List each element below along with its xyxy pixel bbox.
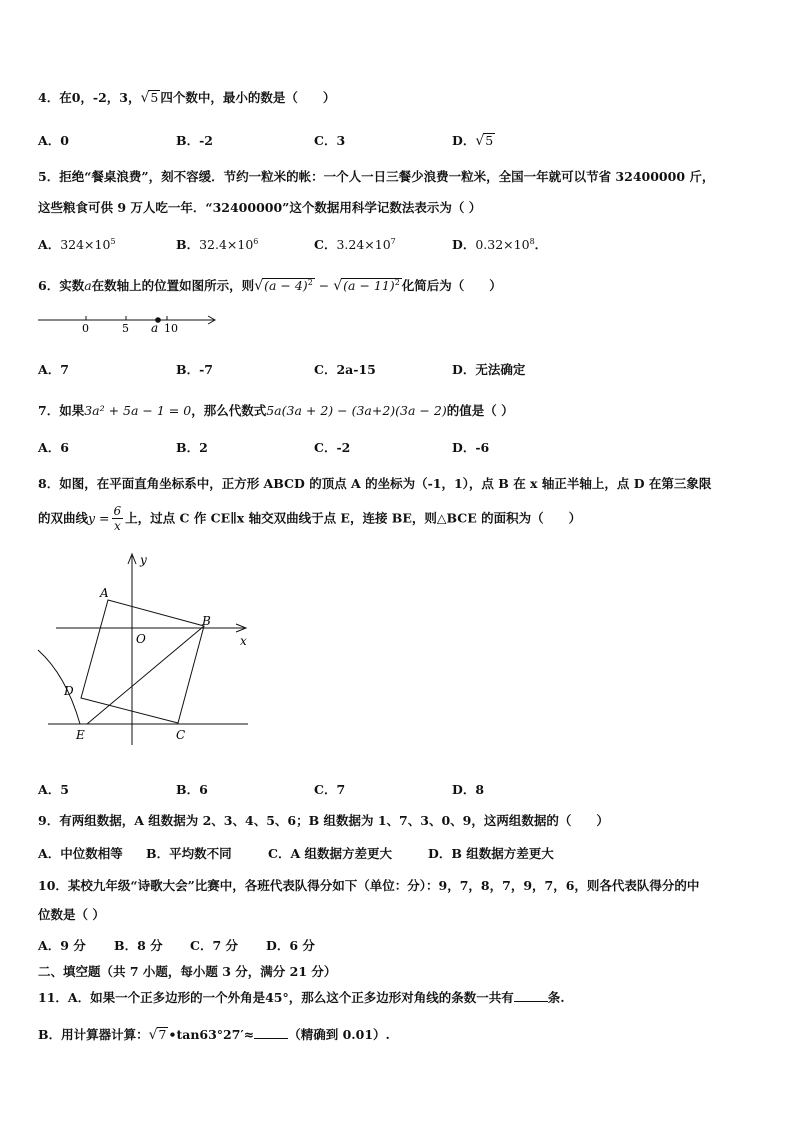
label-b: B bbox=[202, 614, 211, 628]
fraction-6-over-x: $\frac{6}{x}$ bbox=[113, 504, 122, 534]
q6-number: 6． bbox=[38, 278, 60, 293]
label-x: x bbox=[240, 634, 247, 648]
label-c: C bbox=[176, 728, 186, 742]
q7-option-a[interactable]: A．6 bbox=[38, 440, 69, 455]
q10-option-d[interactable]: D．6 分 bbox=[266, 938, 315, 953]
sqrt-symbol: √ bbox=[140, 90, 150, 106]
q10-option-b[interactable]: B．8 分 bbox=[114, 938, 163, 953]
label-d: D bbox=[64, 684, 74, 698]
q11-part-a: 11．A．如果一个正多边形的一个外角是45°，那么这个正多边形对角线的条数一共有 条. bbox=[38, 990, 565, 1005]
section-title: 二、填空题（共 7 小题，每小题 3 分，满分 21 分） bbox=[38, 964, 337, 979]
answer-blank[interactable] bbox=[254, 1026, 288, 1039]
q4-stem: 4．在0，-2，3，√5 四个数中，最小的数是（ ） bbox=[38, 90, 336, 106]
q5-number: 5． bbox=[38, 169, 60, 184]
tick-label-0: 0 bbox=[82, 322, 89, 334]
q9-number: 9． bbox=[38, 813, 60, 828]
q6-number-line bbox=[36, 310, 220, 334]
q7-option-b[interactable]: B．2 bbox=[176, 440, 208, 455]
q8-stem-line2: 的双曲线y = $\frac{6}{x}$ 上，过点 C 作 CE∥x 轴交双曲线于点 E，连接 BE，则△BCE 的面积为（ ） bbox=[38, 504, 582, 534]
q5-option-b[interactable]: B．$32.4\times 10^6$ bbox=[176, 236, 259, 252]
tick-label-10: 10 bbox=[164, 322, 178, 334]
q7-number: 7． bbox=[38, 403, 60, 418]
q9-option-c[interactable]: C．A 组数据方差更大 bbox=[268, 846, 393, 861]
label-a: A bbox=[100, 586, 109, 600]
label-y: y bbox=[140, 553, 147, 567]
q6-option-a[interactable]: A．7 bbox=[38, 362, 69, 377]
tick-label-5: 5 bbox=[122, 322, 129, 334]
q4-option-c[interactable]: C．3 bbox=[314, 133, 346, 148]
q8-stem-line1: 8．如图，在平面直角坐标系中，正方形 ABCD 的顶点 A 的坐标为（-1，1），点 B 在 x 轴正半轴上，点 D 在第三象限 bbox=[38, 476, 712, 491]
q6-option-d[interactable]: D．无法确定 bbox=[452, 362, 526, 377]
q10-stem-line2: 位数是（ ） bbox=[38, 907, 105, 922]
q8-option-b[interactable]: B．6 bbox=[176, 782, 208, 797]
q8-option-c[interactable]: C．7 bbox=[314, 782, 346, 797]
q10-stem-line1: 10．某校九年级“诗歌大会”比赛中，各班代表队得分如下（单位：分）：9，7，8，7，9，7，6，则各代表队得分的中 bbox=[38, 878, 700, 893]
q4-option-d[interactable]: D．√5 bbox=[452, 133, 494, 149]
q9-stem: 9．有两组数据，A 组数据为 2、3、4、5、6；B 组数据为 1、7、3、0、9，这两组数据的（ ） bbox=[38, 813, 609, 828]
q10-option-a[interactable]: A．9 分 bbox=[38, 938, 86, 953]
sqrt-symbol: √ bbox=[254, 278, 264, 294]
sqrt-symbol: √ bbox=[148, 1027, 158, 1043]
label-e: E bbox=[76, 728, 85, 742]
q8-option-a[interactable]: A．5 bbox=[38, 782, 69, 797]
q4-option-a[interactable]: A．0 bbox=[38, 133, 69, 148]
q9-option-a[interactable]: A．中位数相等 bbox=[38, 846, 123, 861]
q5-stem-line2: 这些粮食可供 9 万人吃一年．“32400000”这个数据用科学记数法表示为（ ） bbox=[38, 200, 482, 215]
q5-option-c[interactable]: C．$3.24\times 10^7$ bbox=[314, 236, 396, 252]
q8-option-d[interactable]: D．8 bbox=[452, 782, 485, 797]
point-a-label: a bbox=[151, 321, 159, 334]
sqrt-symbol: √ bbox=[333, 278, 343, 294]
q11-part-b: B．用计算器计算：√7 •tan63°27′≈ （精确到 0.01）. bbox=[38, 1027, 390, 1043]
q5-stem-line1: 5．拒绝“餐桌浪费”，刻不容缓．节约一粒米的帐：一个人一日三餐少浪费一粒米，全国一年就可以节省 32400000 斤， bbox=[38, 169, 715, 184]
sqrt-symbol: √ bbox=[475, 133, 485, 149]
answer-blank[interactable] bbox=[514, 989, 548, 1002]
q5-option-a[interactable]: A．$324\times 10^5$ bbox=[38, 236, 116, 252]
q7-option-c[interactable]: C．-2 bbox=[314, 440, 351, 455]
label-o: O bbox=[136, 632, 146, 646]
q8-number: 8． bbox=[38, 476, 60, 491]
q4-option-b[interactable]: B．-2 bbox=[176, 133, 213, 148]
q9-option-d[interactable]: D．B 组数据方差更大 bbox=[428, 846, 554, 861]
q11-number: 11． bbox=[38, 990, 68, 1005]
hyperbola-branch bbox=[38, 650, 80, 724]
q6-option-b[interactable]: B．-7 bbox=[176, 362, 213, 377]
q7-option-d[interactable]: D．-6 bbox=[452, 440, 490, 455]
q6-stem: 6．实数a在数轴上的位置如图所示，则$√(a - 4)^2 - √(a - 11)^2$ 化简后为（ ） bbox=[38, 277, 502, 294]
q4-number: 4． bbox=[38, 90, 60, 105]
q5-option-d[interactable]: D．$0.32\times 10^8$． bbox=[452, 236, 548, 252]
q7-stem: 7．如果3a² + 5a − 1 = 0，那么代数式5a(3a + 2) − (3a+2)(3a − 2)的值是（ ） bbox=[38, 403, 514, 418]
q10-option-c[interactable]: C．7 分 bbox=[190, 938, 239, 953]
q8-figure bbox=[36, 550, 256, 750]
square-abcd bbox=[81, 600, 204, 723]
q6-option-c[interactable]: C．2a-15 bbox=[314, 362, 376, 377]
q10-number: 10． bbox=[38, 878, 68, 893]
q9-option-b[interactable]: B．平均数不同 bbox=[146, 846, 232, 861]
